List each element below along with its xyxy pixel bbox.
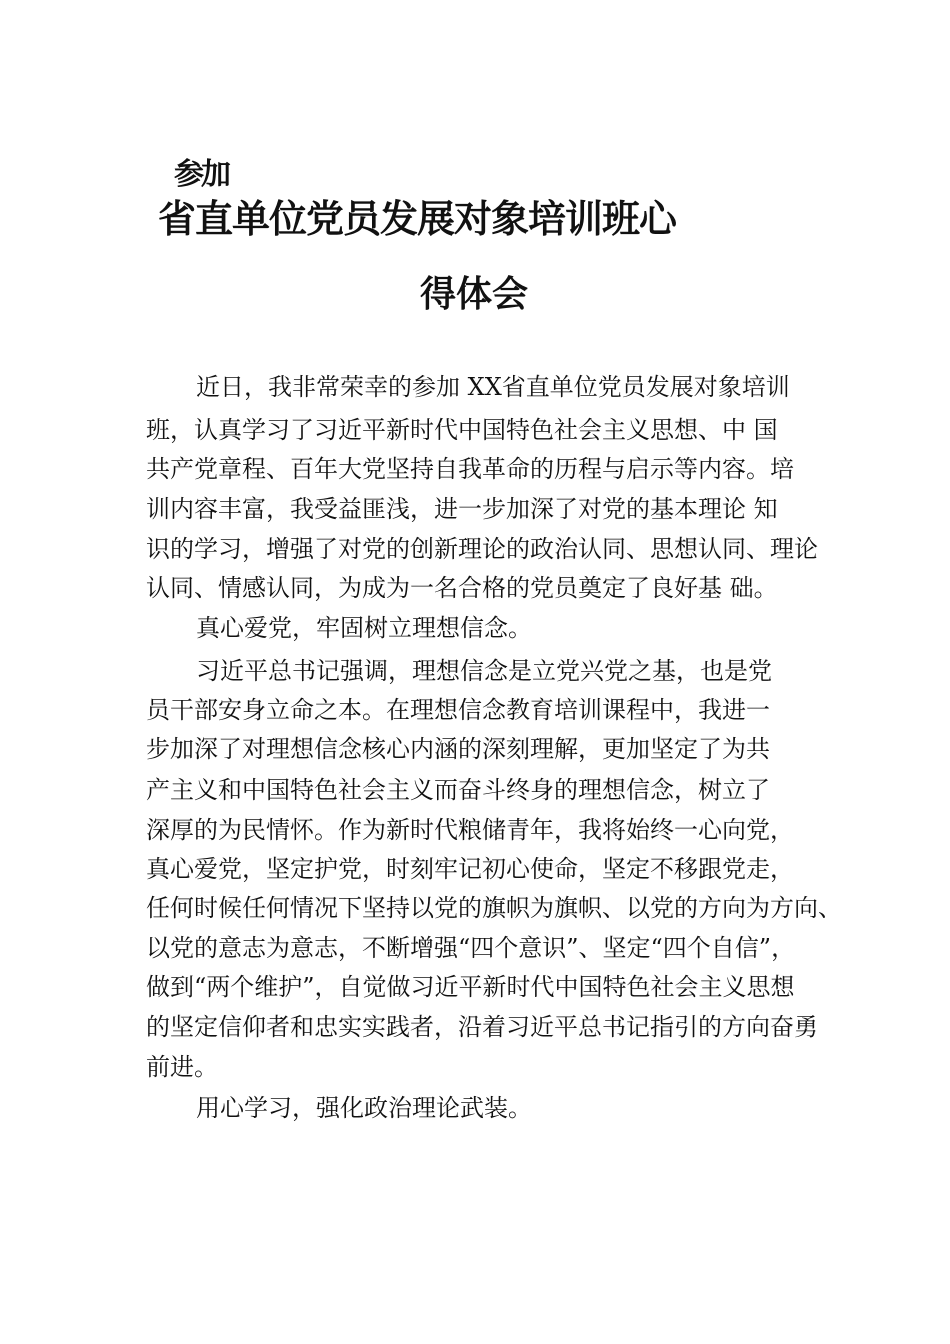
paragraph-line: 任何时候任何情况下坚持以党的旗帜为旗帜、以党的方向为方向、: [146, 894, 842, 922]
paragraph-line: 前进。: [146, 1053, 218, 1081]
paragraph-line: 训内容丰富，我受益匪浅，进一步加深了对党的基本理论 知: [146, 495, 778, 523]
document-title-continuation: 得体会: [420, 273, 529, 315]
paragraph-line: 员干部安身立命之本。在理想信念教育培训课程中，我进一: [146, 696, 770, 724]
paragraph-line: 识的学习，增强了对党的创新理论的政治认同、思想认同、理论: [146, 535, 818, 563]
title-prefix: 参加: [174, 157, 228, 192]
paragraph-line: 产主义和中国特色社会主义而奋斗终身的理想信念，树立了: [146, 776, 770, 804]
paragraph-line: 习近平总书记强调，理想信念是立党兴党之基，也是党: [196, 657, 772, 685]
paragraph-line: 真心爱党，坚定护党，时刻牢记初心使命，坚定不移跟党走，: [146, 855, 794, 883]
section-heading: 用心学习，强化政治理论武装。: [196, 1094, 532, 1122]
section-heading: 真心爱党，牢固树立理想信念。: [196, 614, 532, 642]
paragraph-line: 的坚定信仰者和忠实实践者，沿着习近平总书记指引的方向奋勇: [146, 1013, 818, 1041]
paragraph-line: 认同、情感认同，为成为一名合格的党员奠定了良好基 础。: [146, 574, 778, 602]
paragraph-line: 以党的意志为意志，不断增强“四个意识”、坚定“四个自信”，: [146, 934, 796, 962]
paragraph-line: 深厚的为民情怀。作为新时代粮储青年，我将始终一心向党，: [146, 816, 794, 844]
paragraph-line: 班，认真学习了习近平新时代中国特色社会主义思想、中 国: [146, 416, 778, 444]
paragraph-line: 做到“两个维护”，自觉做习近平新时代中国特色社会主义思想: [146, 973, 795, 1001]
paragraph-line: 共产党章程、百年大党坚持自我革命的历程与启示等内容。培: [146, 455, 794, 483]
paragraph-line: 近日，我非常荣幸的参加 XX省直单位党员发展对象培训: [196, 373, 790, 401]
paragraph-line: 步加深了对理想信念核心内涵的深刻理解，更加坚定了为共: [146, 735, 770, 763]
document-title: 省直单位党员发展对象培训班心: [158, 196, 677, 241]
